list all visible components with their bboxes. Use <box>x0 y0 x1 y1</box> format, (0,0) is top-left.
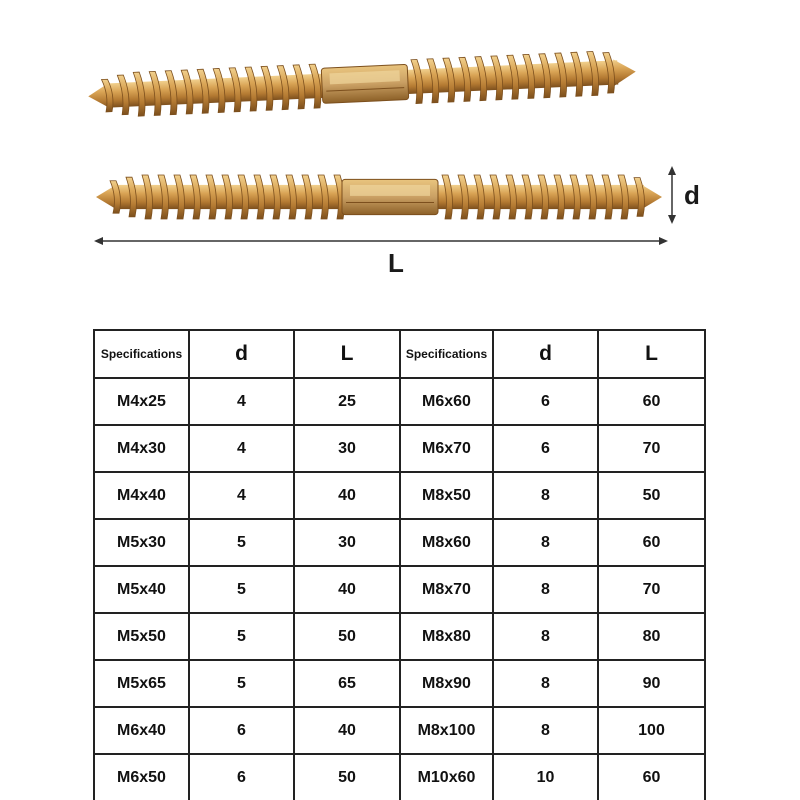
spec-cell: M4x25 <box>94 378 189 425</box>
L-cell: 50 <box>294 754 400 800</box>
diameter-marker <box>668 166 676 224</box>
spec-cell: M5x40 <box>94 566 189 613</box>
header-specifications: Specifications <box>94 330 189 378</box>
L-cell: 30 <box>294 519 400 566</box>
L-cell: 60 <box>598 519 705 566</box>
L-cell: 40 <box>294 566 400 613</box>
spec-cell: M5x65 <box>94 660 189 707</box>
L-cell: 60 <box>598 378 705 425</box>
d-cell: 8 <box>493 613 598 660</box>
L-cell: 50 <box>294 613 400 660</box>
d-cell: 8 <box>493 519 598 566</box>
L-cell: 60 <box>598 754 705 800</box>
L-cell: 100 <box>598 707 705 754</box>
d-cell: 4 <box>189 378 294 425</box>
table-row <box>94 613 705 660</box>
d-cell: 4 <box>189 425 294 472</box>
spec-cell: M8x80 <box>400 613 493 660</box>
table-header-row <box>94 330 705 378</box>
L-cell: 50 <box>598 472 705 519</box>
L-cell: 40 <box>294 472 400 519</box>
d-cell: 6 <box>189 754 294 800</box>
table-row <box>94 378 705 425</box>
d-cell: 8 <box>493 566 598 613</box>
L-cell: 70 <box>598 425 705 472</box>
spec-cell: M6x40 <box>94 707 189 754</box>
d-cell: 8 <box>493 707 598 754</box>
header-d: d <box>189 330 294 378</box>
diameter-label: d <box>684 180 700 210</box>
dowel-screw-top <box>87 50 636 119</box>
d-cell: 6 <box>493 425 598 472</box>
spec-cell: M4x30 <box>94 425 189 472</box>
spec-cell: M8x60 <box>400 519 493 566</box>
d-cell: 5 <box>189 566 294 613</box>
L-cell: 65 <box>294 660 400 707</box>
d-cell: 4 <box>189 472 294 519</box>
d-cell: 5 <box>189 613 294 660</box>
dowel-screw-bottom <box>96 175 662 219</box>
L-cell: 30 <box>294 425 400 472</box>
L-cell: 70 <box>598 566 705 613</box>
header-specifications-2: Specifications <box>400 330 493 378</box>
L-cell: 80 <box>598 613 705 660</box>
table-row <box>94 754 705 800</box>
L-cell: 25 <box>294 378 400 425</box>
spec-cell: M5x30 <box>94 519 189 566</box>
d-cell: 5 <box>189 519 294 566</box>
table-row <box>94 566 705 613</box>
d-cell: 5 <box>189 660 294 707</box>
spec-cell: M5x50 <box>94 613 189 660</box>
header-L-2: L <box>598 330 705 378</box>
spec-cell: M8x70 <box>400 566 493 613</box>
table-row <box>94 660 705 707</box>
table-row <box>94 519 705 566</box>
L-cell: 90 <box>598 660 705 707</box>
spec-cell: M6x70 <box>400 425 493 472</box>
spec-cell: M6x50 <box>94 754 189 800</box>
header-d-2: d <box>493 330 598 378</box>
spec-cell: M4x40 <box>94 472 189 519</box>
length-label: L <box>388 248 404 278</box>
spec-cell: M8x100 <box>400 707 493 754</box>
length-marker <box>94 237 668 245</box>
L-cell: 40 <box>294 707 400 754</box>
spec-cell: M6x60 <box>400 378 493 425</box>
spec-cell: M10x60 <box>400 754 493 800</box>
d-cell: 6 <box>189 707 294 754</box>
spec-cell: M8x50 <box>400 472 493 519</box>
header-L: L <box>294 330 400 378</box>
table-row <box>94 472 705 519</box>
table-row <box>94 707 705 754</box>
spec-cell: M8x90 <box>400 660 493 707</box>
d-cell: 8 <box>493 472 598 519</box>
d-cell: 6 <box>493 378 598 425</box>
d-cell: 8 <box>493 660 598 707</box>
specifications-table <box>93 329 706 800</box>
d-cell: 10 <box>493 754 598 800</box>
table-row <box>94 425 705 472</box>
